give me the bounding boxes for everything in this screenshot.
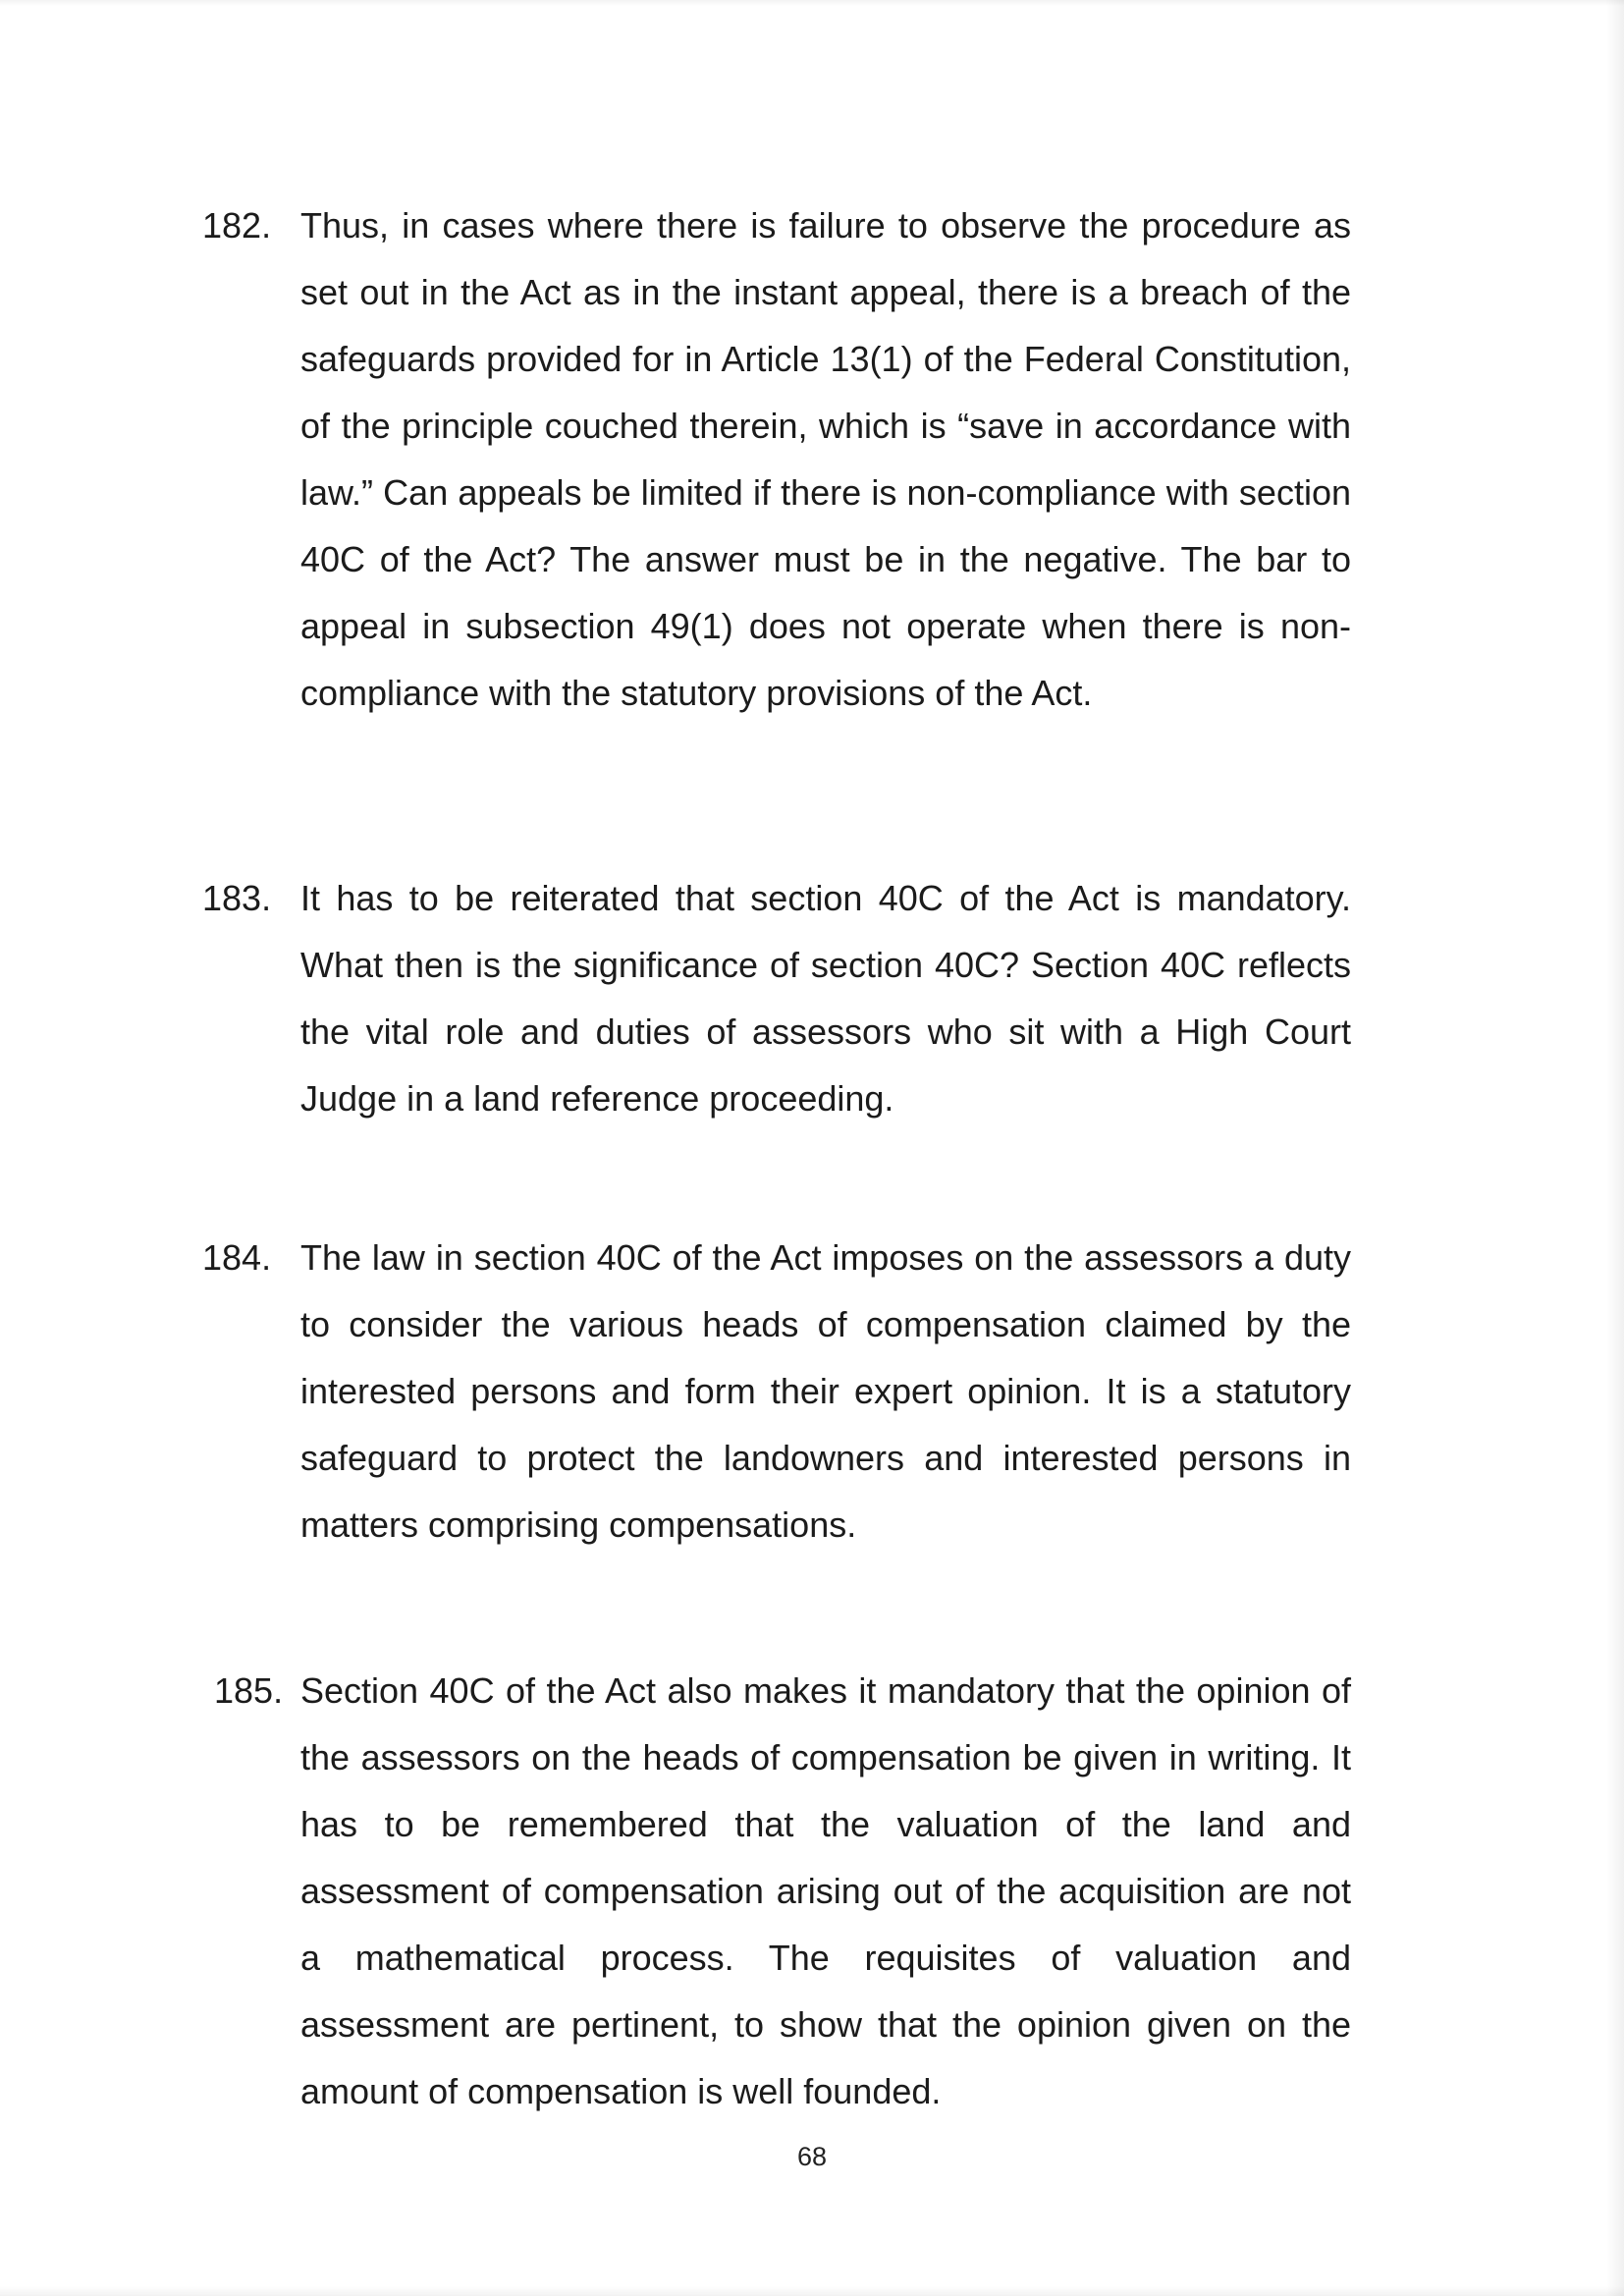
scan-edge-bottom	[0, 2286, 1624, 2296]
paragraph-text: Thus, in cases where there is failure to observe the procedure as set out in the Act as in the instant appeal, there is a breach of the safeguards provided for in Article 13(1) of the Federal Constitution, of the principle couched therein, which is “save in accordance with law.” Can appeals be limited if there is non-compliance with section 40C of the Act? The answer must be in the negative. The bar to appeal in subsection 49(1) does not operate when there is non-compliance with the statutory provisions of the Act.	[300, 205, 1351, 713]
paragraph-text: The law in section 40C of the Act imposes on the assessors a duty to consider the various heads of compensation claimed by the interested persons and form their expert opinion. It is a statutory safeguard to protect the landowners and interested persons in matters comprising compensations.	[300, 1237, 1351, 1545]
paragraph-text: It has to be reiterated that section 40C of the Act is mandatory. What then is the significance of section 40C? Section 40C reflects the vital role and duties of assessors who sit with a High Court Judge in a land reference proceeding.	[300, 878, 1351, 1119]
paragraph-text: Section 40C of the Act also makes it mandatory that the opinion of the assessors on the heads of compensation be given in writing. It has to be remembered that the valuation of the land and assessment of compensation arising out of the acquisition are not a mathematical process. The requisites of valuation and assessment are pertinent, to show that the opinion given on the amount of compensation is well founded.	[300, 1670, 1351, 2111]
paragraph-185	[202, 1658, 1351, 2125]
paragraph-number: 185.	[214, 1670, 284, 1711]
paragraph-183	[202, 865, 1351, 1132]
paragraph-number: 184.	[202, 1237, 272, 1278]
scan-edge-right	[1606, 0, 1624, 2296]
paragraph-number: 183.	[202, 878, 272, 918]
page-number: 68	[796, 2142, 828, 2171]
paragraph-184	[202, 1225, 1351, 1558]
scan-edge-top	[0, 0, 1624, 6]
paragraph-182	[202, 192, 1351, 727]
paragraph-number: 182.	[202, 205, 272, 246]
